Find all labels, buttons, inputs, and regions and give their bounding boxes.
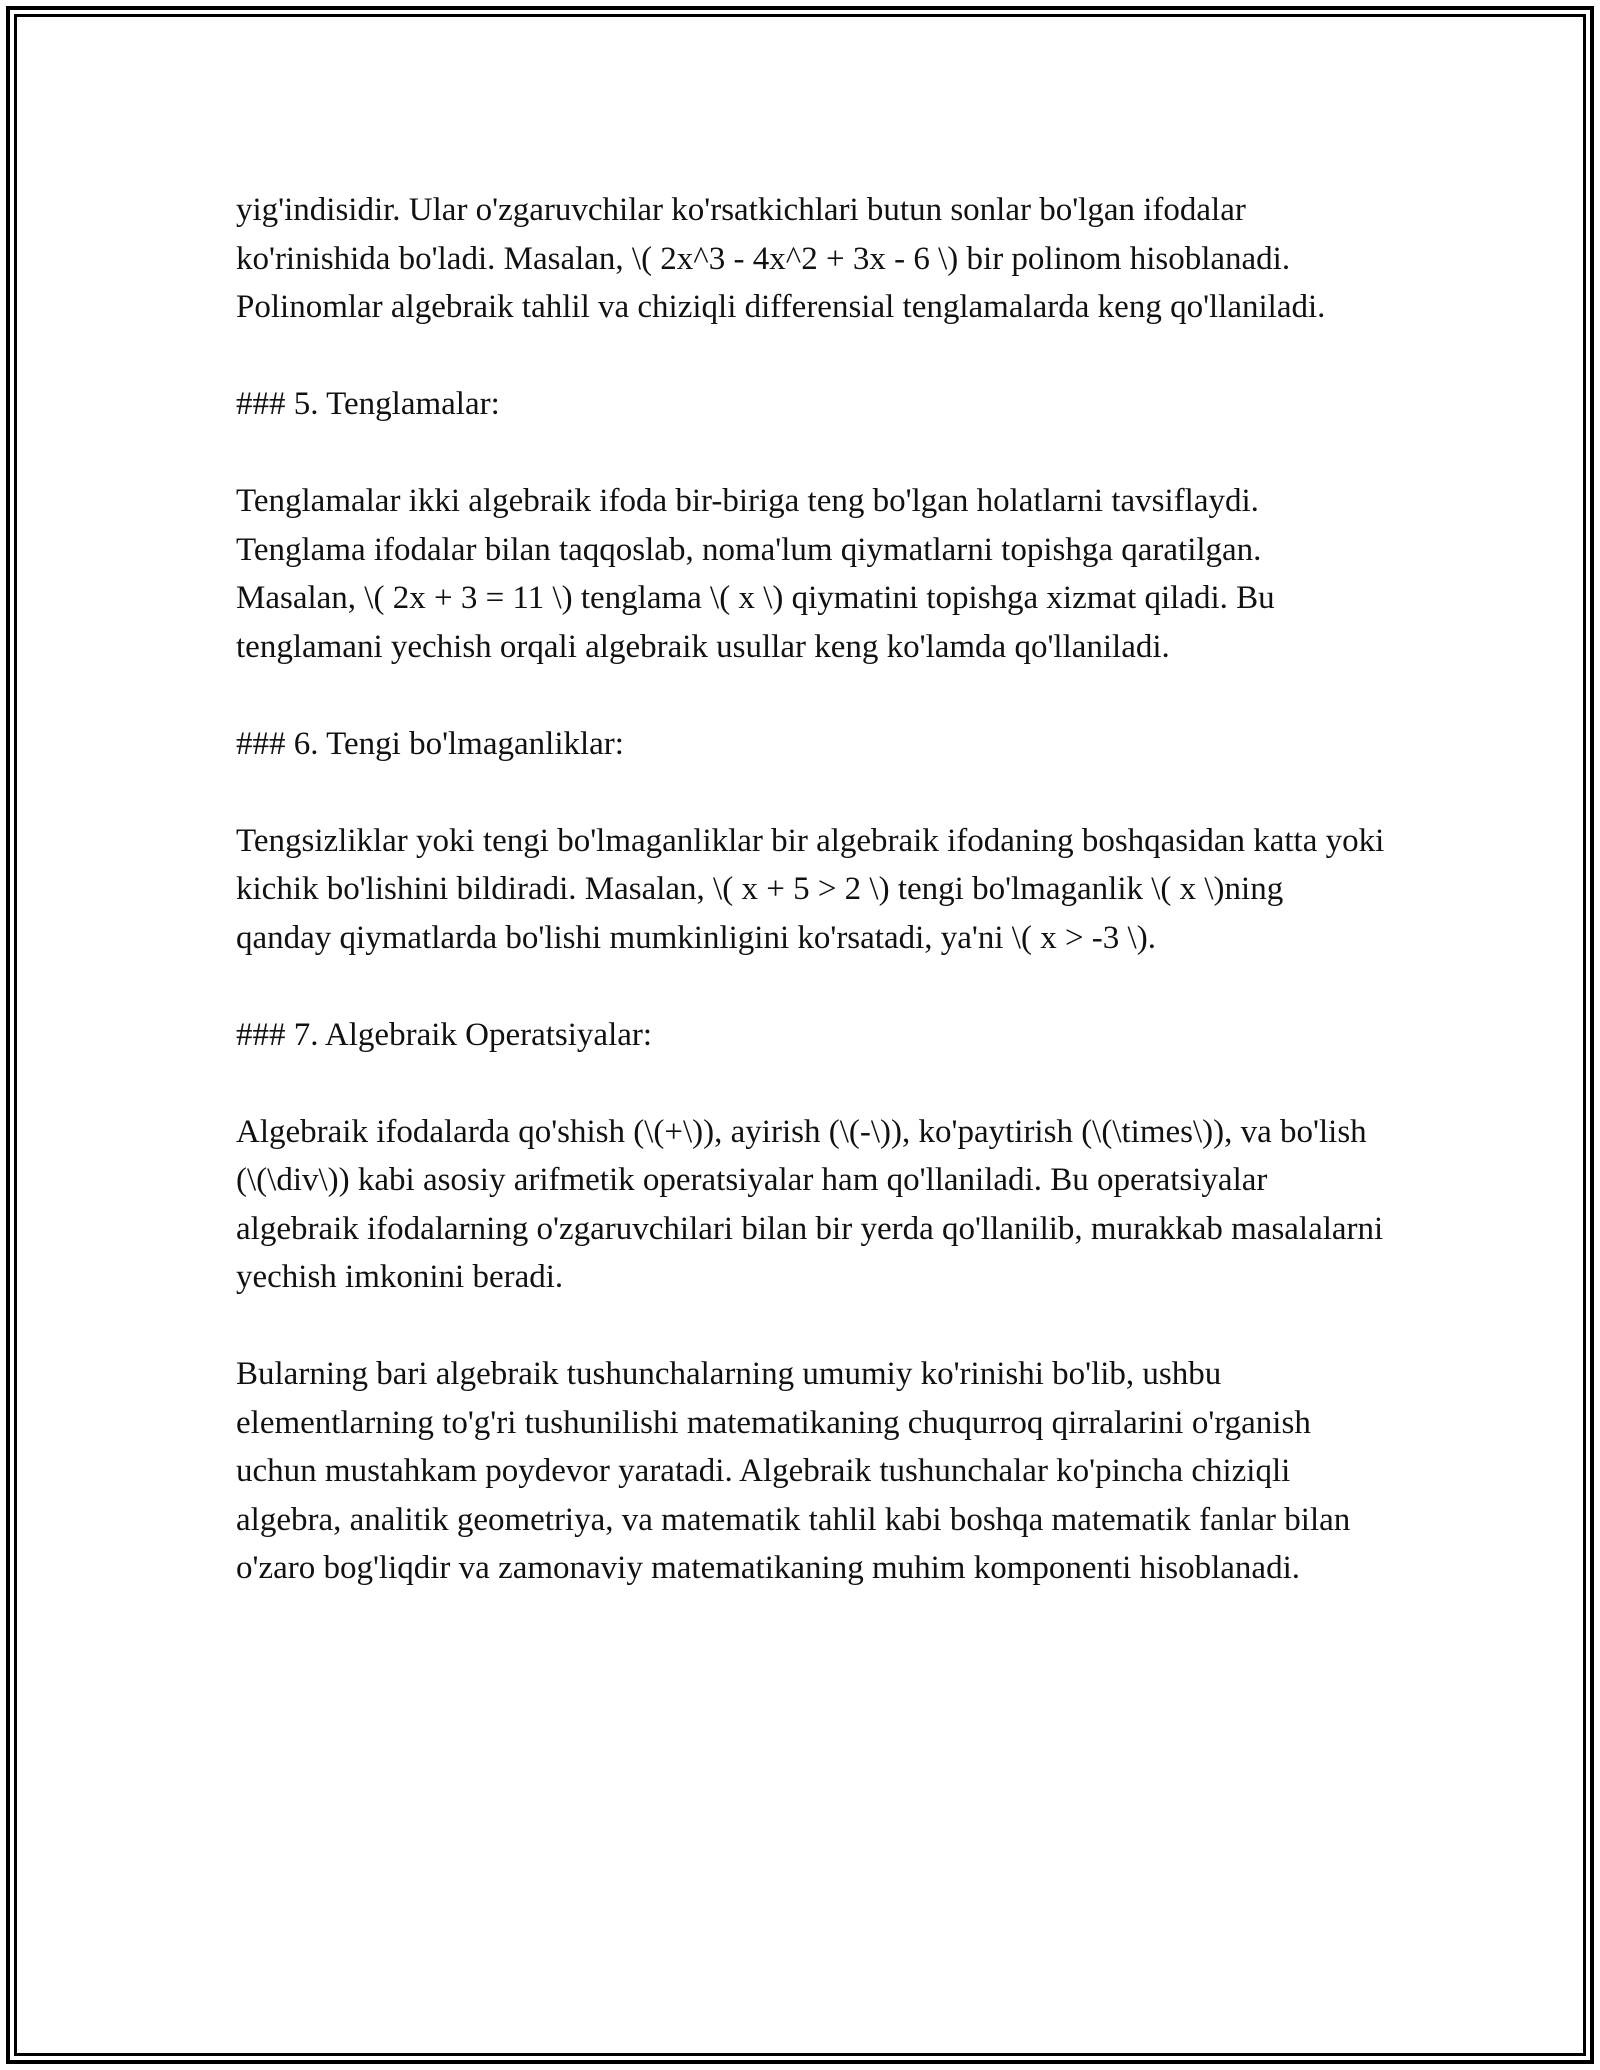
heading-equations: ### 5. Tenglamalar:	[236, 386, 500, 422]
paragraph-inequalities: Tengsizliklar yoki tengi bo'lmaganliklar bir algebraik ifodaning boshqasidan katta yoki kichik bo'lishini bildiradi. Masalan, \( x + 5 > 2 \) tengi bo'lmaganlik \( x \)ning qanday qiymatlarda bo'lishi mumkinligini ko'rsatadi, ya'ni \( x > -3 \).	[236, 822, 1385, 956]
paragraph-equations: Tenglamalar ikki algebraik ifoda bir-biriga teng bo'lgan holatlarni tavsiflaydi. Tenglama ifodalar bilan taqqoslab, noma'lum qiymatlarni topishga qaratilgan. Masalan, \( 2x + 3 = 11 \) tenglama \( x \) qiymatini topishga xizmat qiladi. Bu tenglamani yechish orqali algebraik usullar keng ko'lamda qo'llaniladi.	[236, 483, 1275, 665]
heading-operations: ### 7. Algebraik Operatsiyalar:	[236, 1016, 653, 1053]
document-body	[236, 186, 1386, 1593]
paragraph-polynomials: yig'indisidir. Ular o'zgaruvchilar ko'rsatkichlari butun sonlar bo'lgan ifodalar ko'rinishida bo'ladi. Masalan, \( 2x^3 - 4x^2 + 3x - 6 \) bir polinom hisoblanadi. Polinomlar algebraik tahlil va chiziqli differensial tenglamalarda keng qo'llaniladi.	[236, 192, 1326, 325]
paragraph-operations: Algebraik ifodalarda qo'shish (\(+\)), ayirish (\(-\)), ko'paytirish (\(\times\)), va bo'lish (\(\div\)) kabi asosiy arifmetik operatsiyalar ham qo'llaniladi. Bu operatsiyalar algebraik ifodalarning o'zgaruvchilari bilan bir yerda qo'llanilib, murakkab masalalarni yechish imkonini beradi.	[236, 1113, 1384, 1295]
heading-inequalities: ### 6. Tengi bo'lmaganliklar:	[236, 725, 624, 762]
paragraph-conclusion: Bularning bari algebraik tushunchalarning umumiy ko'rinishi bo'lib, ushbu elementlarning to'g'ri tushunilishi matematikaning chuqurroq qirralarini o'rganish uchun mustahkam poydevor yaratadi. Algebraik tushunchalar ko'pincha chiziqli algebra, analitik geometriya, va matematik tahlil kabi boshqa matematik fanlar bilan o'zaro bog'liqdir va zamonaviy matematikaning muhim komponenti hisoblanadi.	[236, 1356, 1351, 1586]
